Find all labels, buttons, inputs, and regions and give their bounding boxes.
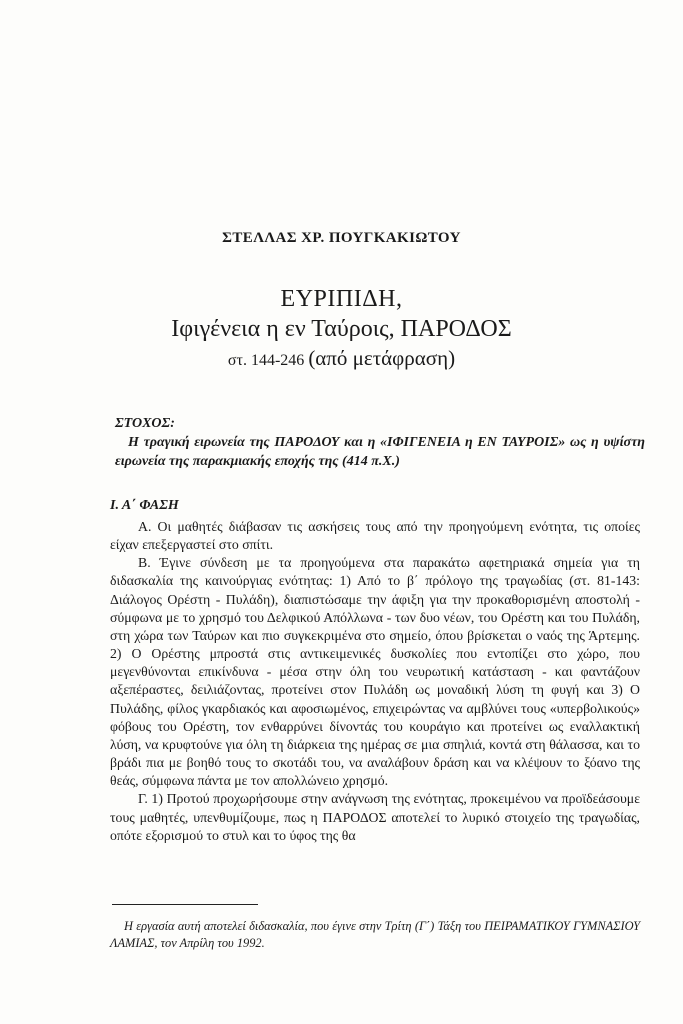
title-line-verses [0,344,683,375]
footnote-text: Η εργασία αυτή αποτελεί διδασκαλία, που έγινε στην Τρίτη (Γ΄) Τάξη του ΠΕΙΡΑΜΑΤΙΚΟΥ ΓΥΜΝΑΣΙΟΥ ΛΑΜΙΑΣ, τον Απρίλη του 1992. [110,919,640,950]
author-name: ΣΤΕΛΛΑΣ ΧΡ. ΠΟΥΓΚΑΚΙΩΤΟΥ [222,230,461,246]
section-heading: Ι. Α΄ ΦΑΣΗ [110,498,179,513]
title-line-author: ΕΥΡΙΠΙΔΗ, [280,286,403,312]
verses-source: (από μετάφραση) [308,346,456,370]
paragraph-b: Β. Έγινε σύνδεση με τα προηγούμενα στα παρακάτω αφετηριακά σημεία για τη διδασκαλία της καινούργιας ενότητας: 1) Από το β΄ πρόλογο της τραγωδίας (στ. 81-143: Διάλογος Ορέστη - Πυλάδη), διαπιστώσαμε την άφιξη για την προκαθορισμένη αποστολή - σύμφωνα με το χρησμό του Δελφικού Απόλλωνα - των δυο νέων, του Ορέστη και του Πυλάδη, στη χώρα των Ταύρων και πιο συγκεκριμένα στο σημείο, όπου βρίσκεται ο ναός της Άρτεμης. 2) Ο Ορέστης μπροστά στις αντικειμενικές δυσκολίες που εντοπίζει στο χώρο, που μεγενθύνονται επικίνδυνα - μέσα στην όλη του νευρωτική κατάσταση - και φαντάζουν αξεπέραστες, δειλιάζοντας, προτείνει στον Πυλάδη ως μοναδική λύση τη φυγή και 3) Ο Πυλάδης, φίλος γκαρδιακός και αφοσιωμένος, επιχειρώντας να αμβλύνει τους «υπερβολικούς» φόβους του Ορέστη, τον ενθαρρύνει δίνοντάς του κουράγιο και προτείνει ως εναλλακτική λύση, να κρυφτούνε για όλη τη διάρκεια της ημέρας σε μια σπηλιά, κοντά στη θάλασσα, και το βράδι πια με βοηθό τους το σκοτάδι του, να αναλάβουν δράση και να κλέψουν το ξόανο της θεάς, σύμφωνα πάντα με τον απολλώνειο χρησμό. [110,555,640,789]
goal-heading: ΣΤΟΧΟΣ: [115,416,175,431]
title-line-work: Ιφιγένεια η εν Ταύροις, ΠΑΡΟΔΟΣ [171,316,512,342]
title-block [0,284,683,375]
footnote-divider [112,904,258,905]
goal-block [115,414,645,471]
paragraph-c: Γ. 1) Προτού προχωρήσουμε στην ανάγνωση της ενότητας, προκειμένου να προϊδεάσουμε τους μαθητές, υπενθυμίζουμε, πως η ΠΑΡΟΔΟΣ αποτελεί το λυρικό στοιχείο της τραγωδίας, οπότε εξορισμού το στυλ και το ύφος της θα [110,791,640,843]
body-text [110,518,640,845]
footnote [110,918,640,952]
verses-range: στ. 144-246 [227,352,305,369]
paragraph-a: Α. Οι μαθητές διάβασαν τις ασκήσεις τους από την προηγούμενη ενότητα, τις οποίες είχαν επεξεργαστεί στο σπίτι. [110,519,640,553]
goal-text: Η τραγική ειρωνεία της ΠΑΡΟΔΟΥ και η «ΙΦΙΓΕΝΕΙΑ η ΕΝ ΤΑΥΡΟΙΣ» ως η υψίστη ειρωνεία της παρακμιακής εποχής της (414 π.Χ.) [115,435,645,469]
